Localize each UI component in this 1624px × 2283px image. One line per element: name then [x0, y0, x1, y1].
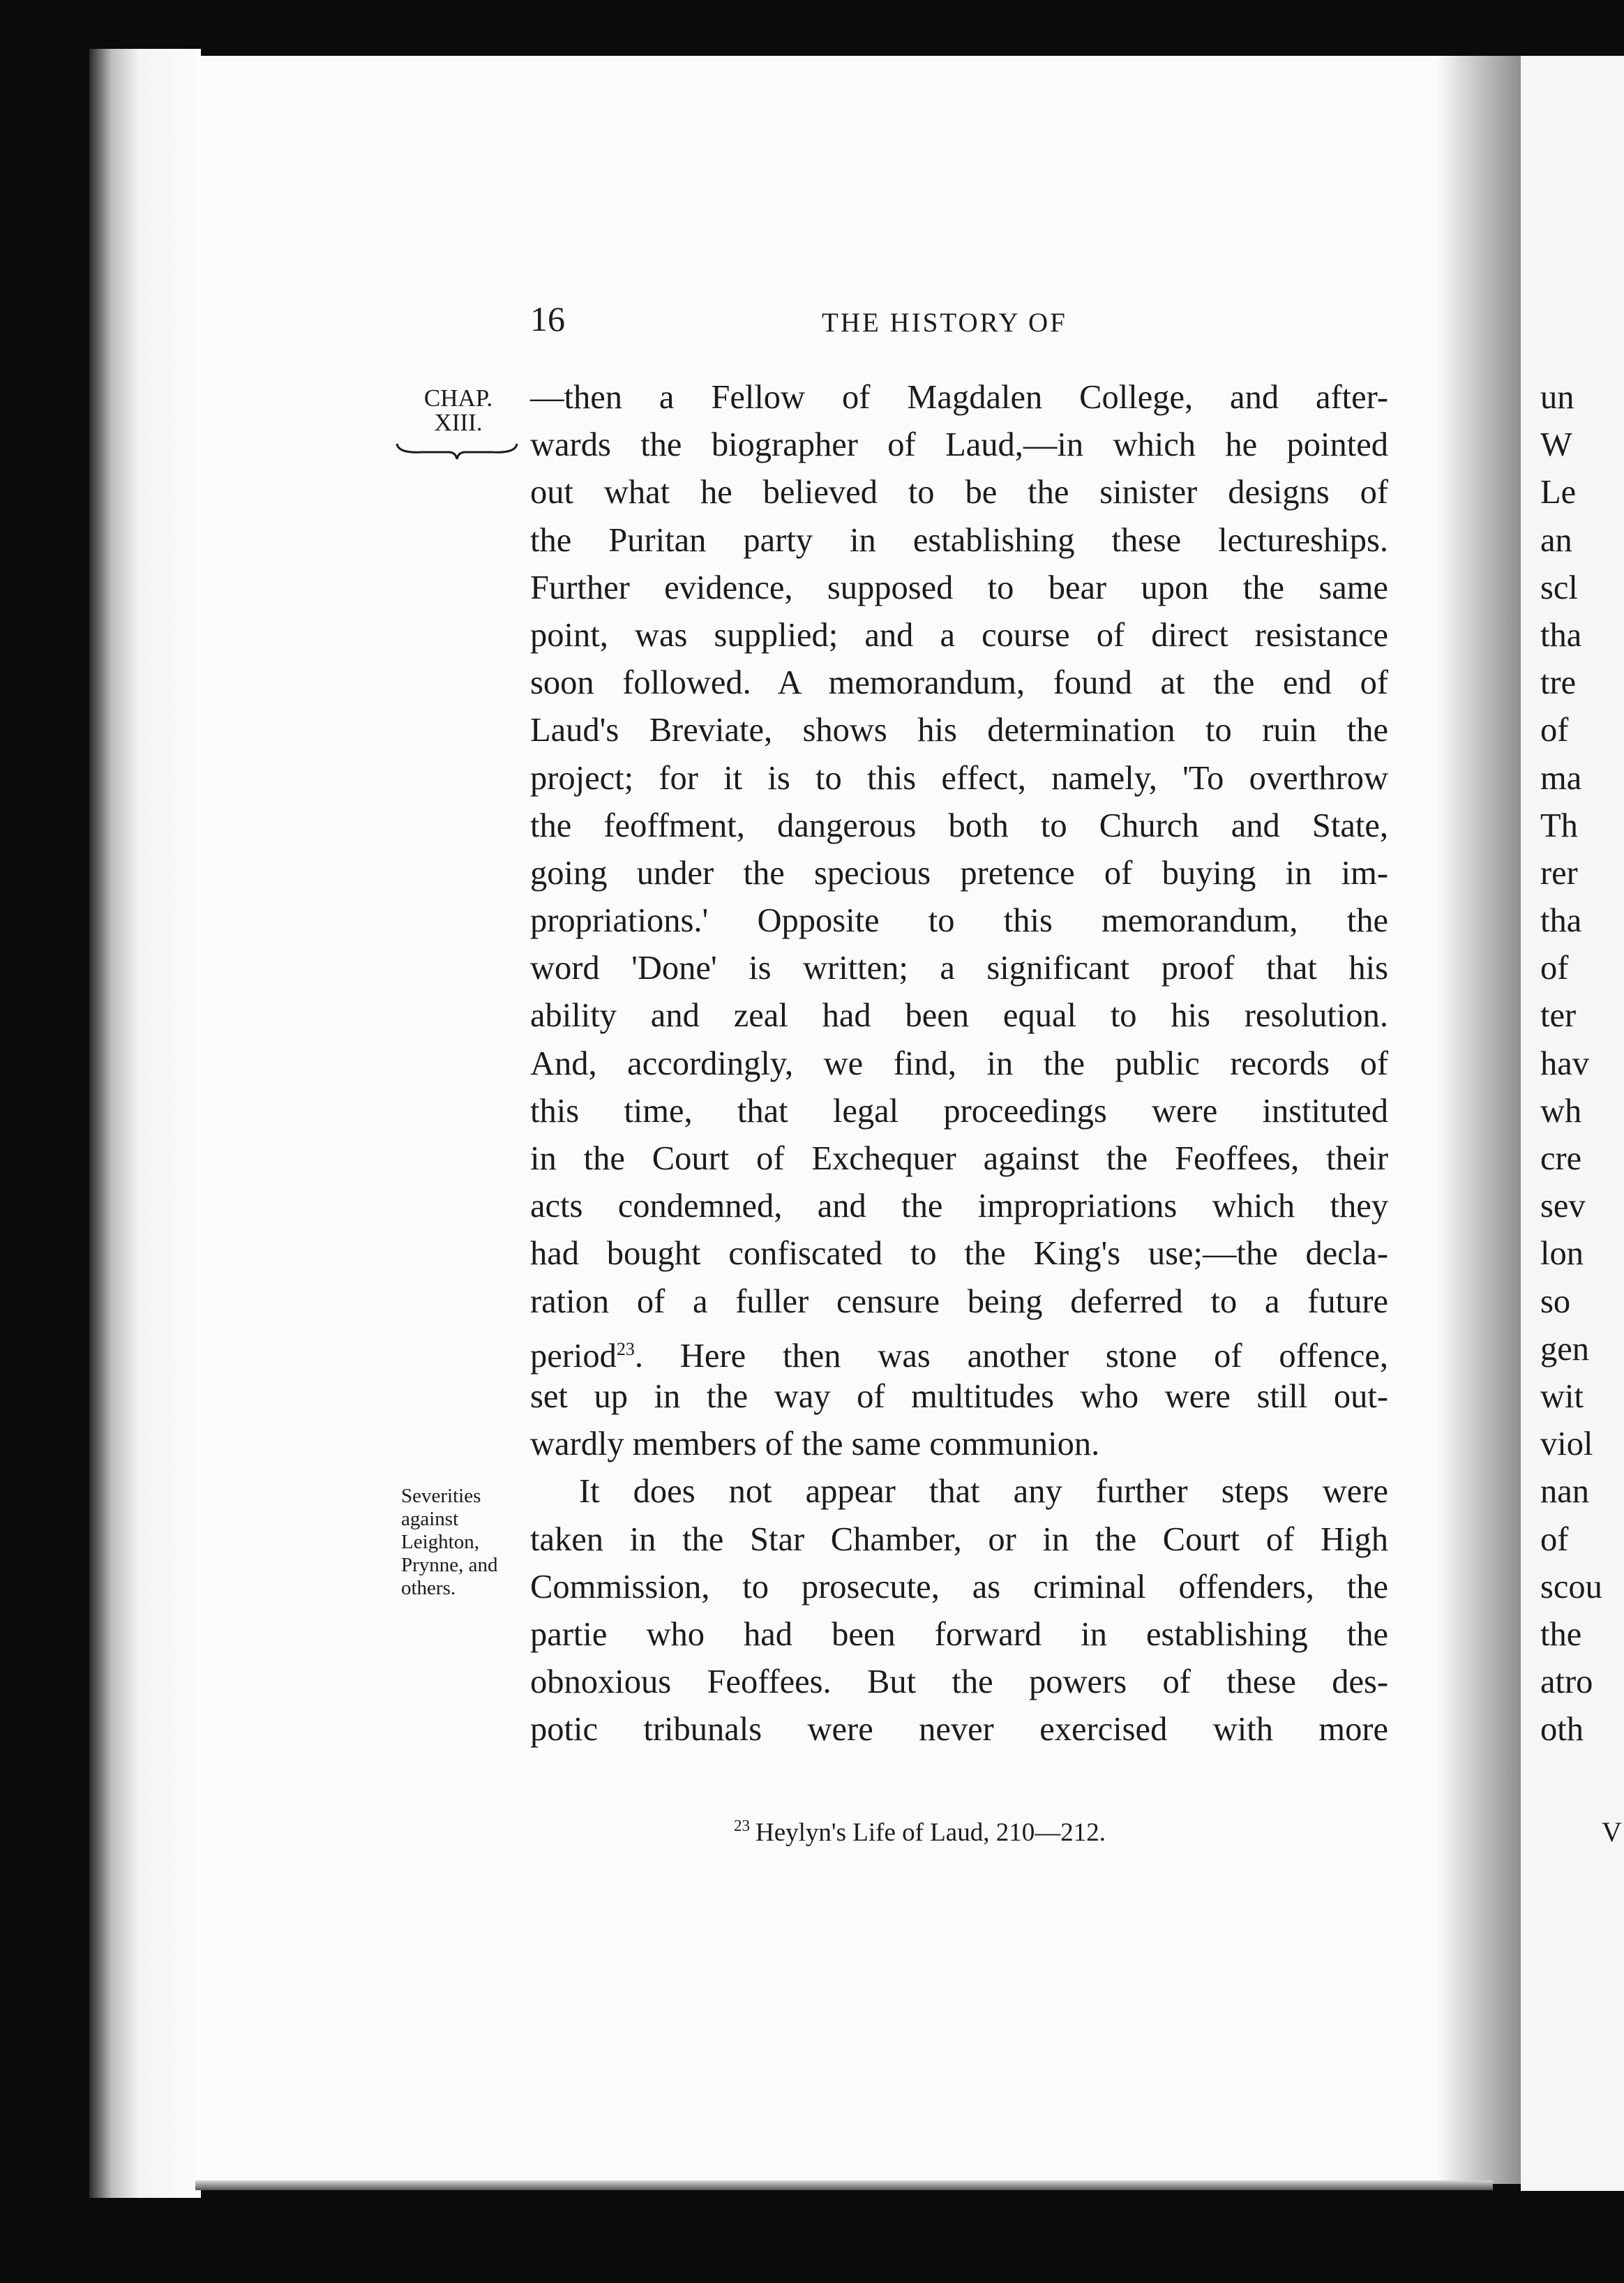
text-line: the Puritan party in establishing these lectureships.: [530, 521, 1388, 559]
text-line: —then a Fellow of Magdalen College, and after-: [530, 379, 1388, 416]
text-line: in the Court of Exchequer against the Feoffees, their: [530, 1140, 1388, 1177]
text-line: ration of a fuller censure being deferred to a future: [530, 1282, 1388, 1320]
text-line: the feoffment, dangerous both to Church and State,: [530, 807, 1388, 844]
paragraph-end-line: wardly members of the same communion.: [530, 1425, 1100, 1463]
facing-page-fragment: lon: [1540, 1235, 1584, 1273]
margin-note-line: Leighton,: [401, 1531, 479, 1553]
text-line: And, accordingly, we find, in the public records of: [530, 1045, 1388, 1082]
facing-page-fragment: gen: [1540, 1330, 1590, 1368]
text-fragment: period: [530, 1337, 617, 1375]
margin-note-line: Prynne, and: [401, 1554, 498, 1576]
body-text: [530, 374, 1388, 1753]
footnote-text: Heylyn's Life of Laud, 210—212.: [755, 1818, 1106, 1847]
text-line: soon followed. A memorandum, found at the end of: [530, 664, 1388, 702]
text-line-with-note-ref: [530, 1326, 1388, 1373]
text-line: ability and zeal had been equal to his resolution.: [530, 997, 1388, 1035]
footnote-number: 23: [734, 1817, 750, 1834]
facing-page-fragment: Le: [1540, 474, 1577, 511]
facing-page-fragment: cre: [1540, 1140, 1582, 1177]
facing-page-fragment: tha: [1540, 616, 1582, 654]
facing-page-fragment: tre: [1540, 664, 1577, 702]
margin-note: [401, 1485, 541, 1600]
facing-page-fragment: so: [1540, 1282, 1571, 1320]
text-line: had bought confiscated to the King's use;—the decla-: [530, 1235, 1388, 1273]
facing-page-fragment: the: [1540, 1615, 1582, 1653]
page-number: 16: [530, 299, 565, 338]
chapter-brace-icon: [394, 438, 520, 462]
facing-page-fragment: scl: [1540, 569, 1578, 606]
facing-page-fragment: of: [1540, 712, 1569, 749]
page-spine-shadow: [1437, 56, 1521, 2184]
facing-page-fragment: Th: [1540, 807, 1578, 844]
text-line: out what he believed to be the sinister designs of: [530, 474, 1388, 511]
facing-page-fragment: wit: [1540, 1377, 1584, 1415]
text-fragment: . Here then was another stone of offence,: [634, 1337, 1388, 1375]
text-line: Laud's Breviate, shows his determination to ruin the: [530, 712, 1388, 749]
facing-page-fragment: hav: [1540, 1045, 1590, 1082]
running-title: THE HISTORY OF: [822, 308, 1067, 338]
text-line: this time, that legal proceedings were instituted: [530, 1092, 1388, 1130]
text-line: Commission, to prosecute, as criminal offenders, the: [530, 1568, 1388, 1605]
text-line: point, was supplied; and a course of direct resistance: [530, 616, 1388, 654]
text-line: Further evidence, supposed to bear upon the same: [530, 569, 1388, 606]
text-line: going under the specious pretence of buying in im-: [530, 854, 1388, 892]
facing-page-fragment: sev: [1540, 1188, 1586, 1225]
text-line: obnoxious Feoffees. But the powers of these des-: [530, 1663, 1388, 1701]
facing-page-fragment: oth: [1540, 1711, 1584, 1749]
paragraph-start-line: It does not appear that any further steps were: [579, 1473, 1388, 1511]
facing-page-fragment: of: [1540, 950, 1569, 987]
chapter-label-line2: XIII.: [434, 409, 483, 436]
text-line: potic tribunals were never exercised with more: [530, 1711, 1388, 1749]
facing-page-fragment: scou: [1540, 1568, 1602, 1605]
book-gutter-left: [89, 49, 201, 2198]
facing-page-fragment: rer: [1540, 854, 1578, 892]
facing-page-fragment: viol: [1540, 1425, 1593, 1463]
text-line: taken in the Star Chamber, or in the Court of High: [530, 1520, 1388, 1558]
facing-page-fragment: an: [1540, 521, 1572, 559]
facing-page-fragment: wh: [1540, 1092, 1582, 1130]
footnote-reference: 23: [616, 1338, 635, 1359]
facing-page-fragment: W: [1540, 426, 1572, 464]
facing-page-catchword: V: [1602, 1816, 1622, 1848]
margin-note-line: against: [401, 1508, 459, 1530]
text-line: wards the biographer of Laud,—in which he pointed: [530, 426, 1388, 464]
facing-page-fragment: tha: [1540, 902, 1582, 940]
facing-page-fragment: ma: [1540, 759, 1582, 797]
text-line: word 'Done' is written; a significant proof that his: [530, 950, 1388, 987]
text-line: project; for it is to this effect, namely, 'To overthrow: [530, 759, 1388, 797]
margin-note-line: Severities: [401, 1485, 481, 1507]
margin-note-line: others.: [401, 1577, 456, 1599]
page-bottom-edge: [195, 2180, 1493, 2190]
chapter-label-line1: CHAP.: [423, 384, 493, 412]
facing-page-fragment: nan: [1540, 1473, 1590, 1511]
text-line: set up in the way of multitudes who were still out-: [530, 1377, 1388, 1415]
facing-page-text: [1540, 374, 1624, 1753]
facing-page-fragment: un: [1540, 379, 1574, 416]
text-line: propriations.' Opposite to this memorandum, the: [530, 902, 1388, 940]
facing-page-fragment: of: [1540, 1520, 1569, 1558]
text-line: acts condemned, and the impropriations which they: [530, 1188, 1388, 1225]
facing-page-fragment: ter: [1540, 997, 1577, 1035]
footnote: [734, 1817, 1106, 1848]
chapter-label: [413, 386, 504, 435]
facing-page-fragment: atro: [1540, 1663, 1593, 1701]
text-line: partie who had been forward in establishing the: [530, 1615, 1388, 1653]
